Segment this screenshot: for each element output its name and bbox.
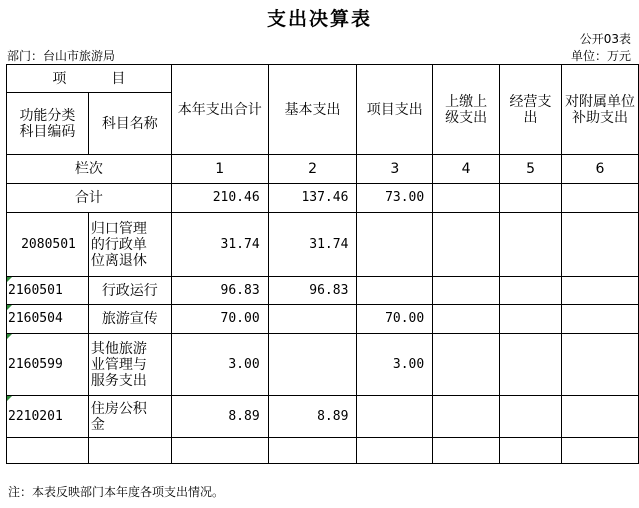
expenditure-table [6, 64, 639, 464]
row-project [357, 213, 433, 277]
table-row [7, 277, 639, 305]
blank-row [7, 438, 639, 464]
empty-cell [357, 438, 433, 464]
cell-flag-icon [7, 277, 12, 282]
empty-cell [433, 213, 500, 277]
empty-cell [561, 213, 638, 277]
header-item-cell [7, 65, 172, 93]
row-total: 31.74 [171, 213, 268, 277]
row-name: 其他旅游业管理与服务支出 [88, 334, 171, 396]
row-basic [268, 305, 357, 334]
row-name: 住房公积金 [88, 396, 171, 438]
header-subsidy: 对附属单位补助支出 [561, 65, 638, 155]
row-basic [268, 334, 357, 396]
column-number: 3 [357, 155, 433, 184]
table-row [7, 396, 639, 438]
empty-cell [561, 396, 638, 438]
empty-cell [433, 438, 500, 464]
row-code: 2210201 [7, 396, 89, 438]
empty-cell [433, 184, 500, 213]
empty-cell [561, 277, 638, 305]
cell-flag-icon [7, 396, 12, 401]
header-item-right: 目 [111, 70, 126, 87]
column-number: 1 [171, 155, 268, 184]
row-name: 归口管理的行政单位离退休 [88, 213, 171, 277]
unit-label: 单位：万元 [570, 49, 631, 63]
empty-cell [433, 334, 500, 396]
row-project: 3.00 [357, 334, 433, 396]
row-name: 旅游宣传 [88, 305, 171, 334]
header-total: 本年支出合计 [171, 65, 268, 155]
empty-cell [433, 396, 500, 438]
summary-label: 合计 [7, 184, 172, 213]
row-code: 2080501 [7, 213, 89, 277]
row-project: 70.00 [357, 305, 433, 334]
row-total: 96.83 [171, 277, 268, 305]
empty-cell [500, 438, 562, 464]
row-project [357, 277, 433, 305]
empty-cell [433, 305, 500, 334]
empty-cell [500, 277, 562, 305]
header-submit-upper: 上缴上级支出 [433, 65, 500, 155]
table-row [7, 334, 639, 396]
empty-cell [88, 438, 171, 464]
empty-cell [171, 438, 268, 464]
row-total: 3.00 [171, 334, 268, 396]
empty-cell [268, 438, 357, 464]
empty-cell [433, 277, 500, 305]
header-project: 项目支出 [357, 65, 433, 155]
department-label: 部门：台山市旅游局 [7, 49, 116, 63]
footnote: 注：本表反映部门本年度各项支出情况。 [8, 485, 225, 499]
report-title: 支出决算表 [266, 8, 372, 30]
header-basic: 基本支出 [268, 65, 357, 155]
row-code: 2160501 [7, 277, 89, 305]
row-basic: 8.89 [268, 396, 357, 438]
row-project [357, 396, 433, 438]
header-subject-name: 科目名称 [88, 93, 171, 155]
header-func-code: 功能分类科目编码 [7, 93, 89, 155]
empty-cell [561, 305, 638, 334]
empty-cell [561, 334, 638, 396]
table-row [7, 305, 639, 334]
header-item-left: 项 [52, 70, 67, 87]
form-number: 公开03表 [579, 32, 631, 46]
empty-cell [561, 184, 638, 213]
column-row-label: 栏次 [7, 155, 172, 184]
column-number: 2 [268, 155, 357, 184]
cell-flag-icon [7, 334, 12, 339]
empty-cell [500, 334, 562, 396]
column-number: 6 [561, 155, 638, 184]
row-code: 2160504 [7, 305, 89, 334]
header-operating: 经营支出 [500, 65, 562, 155]
column-number: 4 [433, 155, 500, 184]
table-row [7, 213, 639, 277]
cell-flag-icon [7, 305, 12, 310]
empty-cell [7, 438, 89, 464]
column-number: 5 [500, 155, 562, 184]
row-code: 2160599 [7, 334, 89, 396]
column-number-row [7, 155, 639, 184]
row-name: 行政运行 [88, 277, 171, 305]
summary-total: 210.46 [171, 184, 268, 213]
row-basic: 31.74 [268, 213, 357, 277]
empty-cell [500, 396, 562, 438]
summary-row [7, 184, 639, 213]
summary-basic: 137.46 [268, 184, 357, 213]
empty-cell [500, 305, 562, 334]
empty-cell [500, 213, 562, 277]
empty-cell [500, 184, 562, 213]
row-total: 70.00 [171, 305, 268, 334]
row-basic: 96.83 [268, 277, 357, 305]
empty-cell [561, 438, 638, 464]
summary-project: 73.00 [357, 184, 433, 213]
row-total: 8.89 [171, 396, 268, 438]
